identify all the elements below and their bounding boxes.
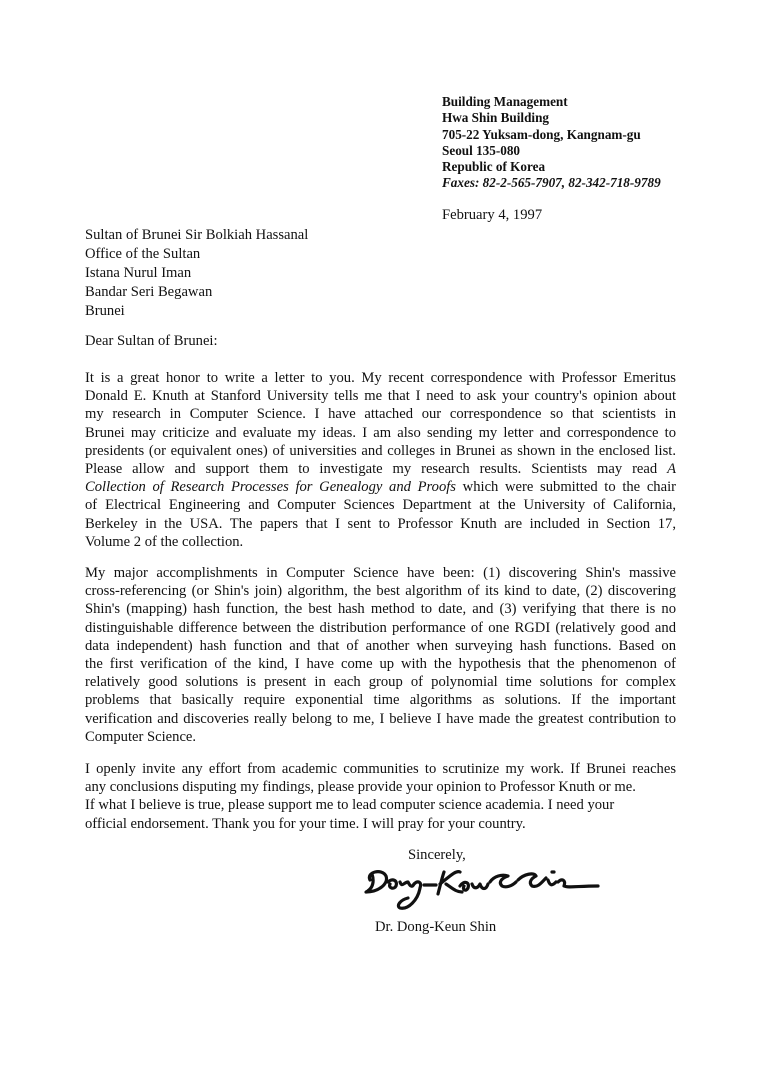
text-line	[85, 460, 676, 478]
text-line: Brunei may criticize and evaluate my ideas. I am also sending my letter and correspondence to	[85, 424, 676, 441]
recipient-line: Istana Nurul Iman	[85, 265, 192, 281]
book-title: Collection of Research Processes for Genealogy and Proofs	[85, 479, 456, 496]
closing: Sincerely,	[408, 847, 466, 863]
sender-line: Building Management	[442, 94, 568, 109]
sender-line: 705-22 Yuksam-dong, Kangnam-gu	[442, 126, 641, 142]
text-line: cross-referencing (or Shin's join) algorithm, the best algorithm of its kind to date, (2) discovering	[85, 583, 676, 600]
text-line: If what I believe is true, please support me to lead computer science academia. I need your	[85, 797, 615, 814]
text-line: of Electrical Engineering and Computer Sciences Department at the University of California,	[85, 497, 676, 514]
text-segment: which were submitted to the chair	[456, 479, 676, 496]
recipient-address-block	[85, 226, 308, 321]
sender-line: Republic of Korea	[442, 159, 546, 175]
recipient-line: Sultan of Brunei Sir Bolkiah Hassanal	[85, 227, 309, 243]
sender-line: Hwa Shin Building	[442, 110, 550, 126]
body-paragraph-2	[85, 564, 676, 746]
text-line: Shin's (mapping) hash function, the best hash method to date, and (3) verifying that there is no	[85, 601, 676, 618]
text-line: problems that basically require exponential time algorithms as solutions. If the important	[85, 692, 676, 709]
text-line: data independent) hash function and that of another when surveying hash functions. Based on	[85, 637, 676, 654]
recipient-line: Brunei	[85, 303, 125, 319]
text-line	[85, 478, 676, 496]
text-line: presidents (or equivalent ones) of universities and colleges in Brunei as shown in the enclosed list.	[85, 442, 676, 459]
text-line: It is a great honor to write a letter to you. My recent correspondence with Professor Emeritus	[85, 370, 676, 386]
text-line: Volume 2 of the collection.	[85, 533, 244, 550]
recipient-line: Bandar Seri Begawan	[85, 284, 213, 300]
text-line: official endorsement. Thank you for your time. I will pray for your country.	[85, 815, 526, 832]
sender-address-block	[442, 94, 742, 192]
body-paragraph-1	[85, 369, 676, 551]
sender-line: Seoul 135-080	[442, 142, 521, 158]
text-line: relatively good solutions is present in each group of polynomial time solutions for complex	[85, 674, 676, 691]
text-line: I openly invite any effort from academic communities to scrutinize my work. If Brunei reaches	[85, 761, 676, 777]
letter-date: February 4, 1997	[442, 207, 543, 223]
body-paragraph-3	[85, 760, 676, 833]
text-line: Berkeley in the USA. The papers that I sent to Professor Knuth are included in Section 17,	[85, 515, 676, 532]
text-line: distinguishable difference between the distribution performance of one RGDI (relatively good and	[85, 619, 676, 636]
signer-name: Dr. Dong-Keun Shin	[375, 919, 497, 935]
text-line: my research in Computer Science. I have attached our correspondence so that scientists in	[85, 406, 676, 423]
sender-fax: Faxes: 82-2-565-7907, 82-342-718-9789	[442, 175, 661, 191]
salutation: Dear Sultan of Brunei:	[85, 333, 218, 349]
text-line: the first verification of the kind, I have come up with the hypothesis that the phenomenon of	[85, 656, 676, 673]
text-line: My major accomplishments in Computer Science have been: (1) discovering Shin's massive	[85, 565, 676, 581]
text-line: any conclusions disputing my findings, please provide your opinion to Professor Knuth or me.	[85, 779, 636, 796]
text-line: Computer Science.	[85, 728, 197, 745]
text-line: Donald E. Knuth at Stanford University tells me that I need to ask your country's opinion about	[85, 388, 676, 405]
book-title: A	[667, 461, 676, 478]
handwritten-signature	[352, 858, 602, 918]
text-segment: Please allow and support them to investigate my research results. Scientists may read	[85, 461, 658, 478]
recipient-line: Office of the Sultan	[85, 246, 201, 262]
text-line: verification and discoveries really belong to me, I believe I have made the greatest contribution to	[85, 710, 676, 727]
